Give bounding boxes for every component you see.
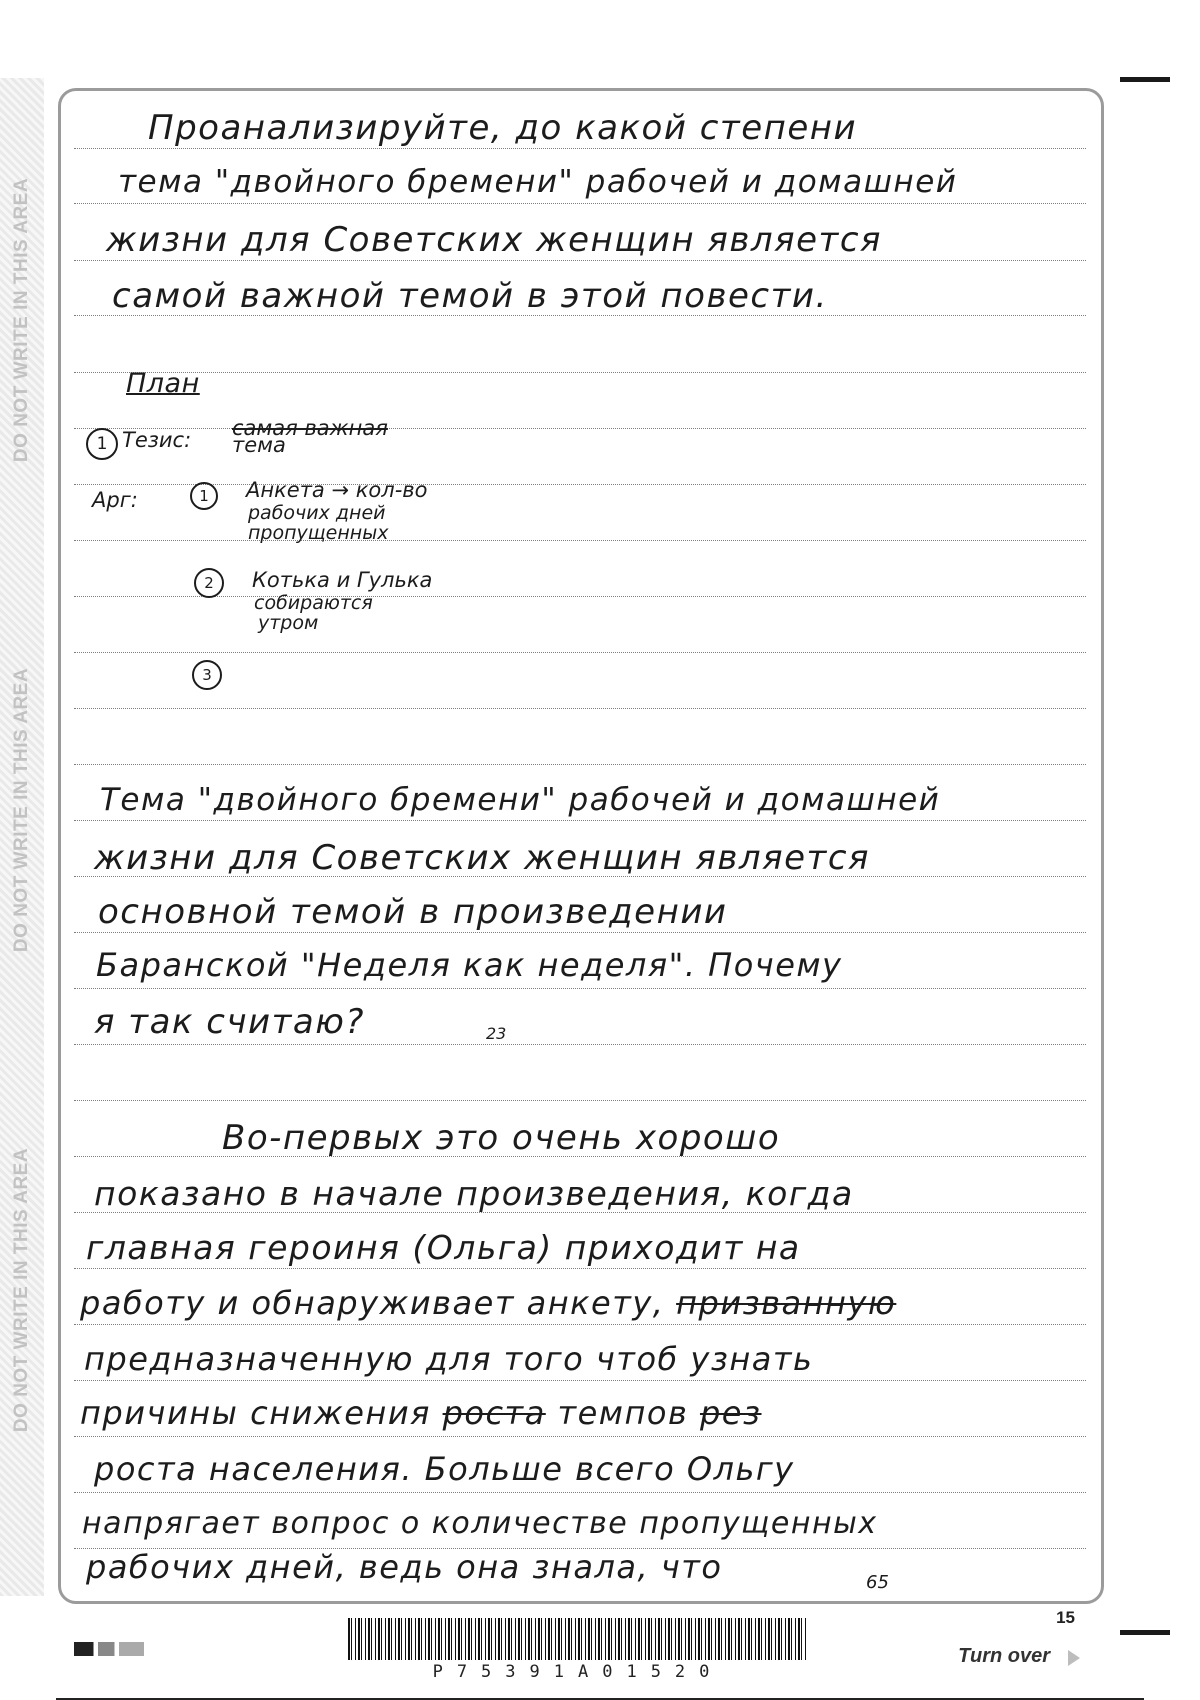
body-line-6-strike-mid: роста xyxy=(442,1394,546,1432)
args-label: Арг: xyxy=(92,488,138,512)
margin-label-1: DO NOT WRITE IN THIS AREA xyxy=(11,177,32,463)
ruled-line xyxy=(74,1436,1086,1437)
ruled-line xyxy=(74,148,1086,149)
arg-3-number: 3 xyxy=(192,660,222,690)
body-line-5: предназначенную для того чтоб узнать xyxy=(84,1340,814,1378)
page-number: 15 xyxy=(1056,1608,1075,1627)
body-margin-count: 65 xyxy=(866,1572,889,1593)
ruled-line xyxy=(74,203,1086,204)
barcode xyxy=(348,1618,808,1660)
arg-1-line-1: Анкета → кол-во xyxy=(246,478,428,502)
registration-mark-bottom xyxy=(1120,1630,1170,1635)
ruled-line xyxy=(74,988,1086,989)
arg-1-line-3: пропущенных xyxy=(248,522,389,544)
arg-2-line-2: собираются xyxy=(254,592,373,614)
ruled-line xyxy=(74,1324,1086,1325)
body-line-6-tail: темпов xyxy=(545,1394,700,1432)
intro-margin-count: 23 xyxy=(486,1024,507,1043)
ruled-line xyxy=(74,428,1086,429)
body-line-1: Во-первых это очень хорошо xyxy=(222,1118,781,1158)
intro-line-3: основной темой в произведении xyxy=(98,892,728,932)
body-line-2: показано в начале произведения, когда xyxy=(94,1174,854,1213)
body-line-4-strike: призванную xyxy=(676,1284,897,1322)
arg-2-line-1: Котька и Гулька xyxy=(252,568,433,592)
body-line-4 xyxy=(80,1284,896,1322)
ruled-line xyxy=(74,484,1086,485)
ruled-line xyxy=(74,1044,1086,1045)
plan-heading: План xyxy=(126,368,200,399)
body-line-9: рабочих дней, ведь она знала, что xyxy=(86,1548,723,1586)
ruled-line xyxy=(74,708,1086,709)
thesis-text-1: самая важная xyxy=(232,416,388,440)
margin-label-3: DO NOT WRITE IN THIS AREA xyxy=(11,1147,32,1433)
body-line-6-text: причины снижения xyxy=(80,1394,431,1432)
ruled-line xyxy=(74,764,1086,765)
ruled-line xyxy=(74,932,1086,933)
body-line-7: роста населения. Больше всего Ольгу xyxy=(94,1450,795,1488)
intro-line-4: Баранской "Неделя как неделя". Почему xyxy=(96,946,843,984)
intro-line-1: Тема "двойного бремени" рабочей и домашней xyxy=(100,782,941,818)
body-line-6 xyxy=(80,1394,761,1432)
question-line-2: тема "двойного бремени" рабочей и домашней xyxy=(118,164,958,200)
body-line-6-strike: рез xyxy=(699,1394,762,1432)
question-line-1: Проанализируйте, до какой степени xyxy=(148,108,858,148)
ruled-line xyxy=(74,1268,1086,1269)
barcode-text: P75391A01520 xyxy=(432,1662,724,1682)
intro-line-2: жизни для Советских женщин является xyxy=(94,838,870,878)
registration-mark-top xyxy=(1120,77,1170,82)
thesis-text-2: тема xyxy=(232,433,286,457)
arg-1-number: 1 xyxy=(190,482,218,510)
body-line-8: напрягает вопрос о количестве пропущенных xyxy=(82,1506,878,1541)
question-line-3: жизни для Советских женщин является xyxy=(106,220,882,260)
ruled-line xyxy=(74,540,1086,541)
ruled-line xyxy=(74,652,1086,653)
ruled-line xyxy=(74,260,1086,261)
arg-2-number: 2 xyxy=(194,568,224,598)
body-line-3: главная героиня (Ольга) приходит на xyxy=(86,1228,801,1267)
ruled-line xyxy=(74,820,1086,821)
ruled-line xyxy=(74,372,1086,373)
arg-2-line-3: утром xyxy=(258,612,319,634)
body-line-4-text: работу и обнаруживает анкету, xyxy=(80,1284,677,1322)
thesis-number: 1 xyxy=(86,428,118,460)
ruled-line xyxy=(74,1380,1086,1381)
scan-marker xyxy=(74,1642,144,1656)
thesis-label: Тезис: xyxy=(122,428,192,452)
question-line-4: самой важной темой в этой повести. xyxy=(112,276,828,316)
margin-label-2: DO NOT WRITE IN THIS AREA xyxy=(11,667,32,953)
intro-line-5: я так считаю? xyxy=(94,1002,365,1042)
ruled-line xyxy=(74,1100,1086,1101)
turn-over-label: Turn over xyxy=(958,1645,1050,1667)
ruled-line xyxy=(74,596,1086,597)
ruled-line xyxy=(74,1492,1086,1493)
arg-1-line-2: рабочих дней xyxy=(248,502,386,524)
turn-over-arrow-icon xyxy=(1068,1650,1080,1666)
